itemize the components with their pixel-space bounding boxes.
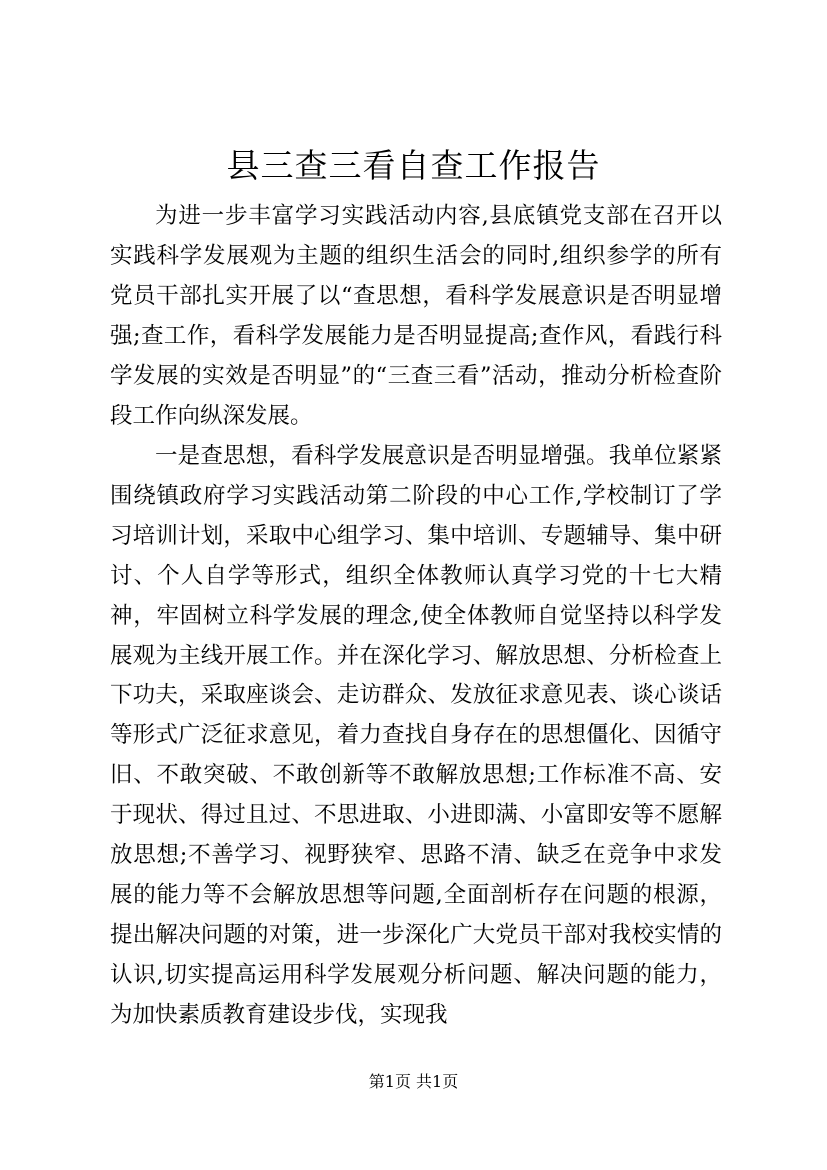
page-number-footer: 第1页 共1页 (368, 1072, 459, 1091)
body-paragraph-1: 为进一步丰富学习实践活动内容,县底镇党支部在召开以实践科学发展观为主题的组织生活会的同时,组织参学的所有党员干部扎实开展了以“查思想，看科学发展意识是否明显增强;查工作，看科学发展能力是否明显提高;查作风，看践行科学发展的实效是否明显”的“三查三看”活动，推动分析检查阶段工作向纵深发展。 (110, 203, 722, 429)
document-title: 县三查三看自查工作报告 (226, 146, 601, 185)
body-paragraph-2: 一是查思想，看科学发展意识是否明显增强。我单位紧紧围绕镇政府学习实践活动第二阶段的中心工作,学校制订了学习培训计划，采取中心组学习、集中培训、专题辅导、集中研讨、个人自学等形式，组织全体教师认真学习党的十七大精神，牢固树立科学发展的理念,使全体教师自觉坚持以科学发展观为主线开展工作。并在深化学习、解放思想、分析检查上下功夫，采取座谈会、走访群众、发放征求意见表、谈心谈话等形式广泛征求意见，着力查找自身存在的思想僵化、因循守旧、不敢突破、不敢创新等不敢解放思想;工作标准不高、安于现状、得过且过、不思进取、小进即满、小富即安等不愿解放思想;不善学习、视野狭窄、思路不清、缺乏在竞争中求发展的能力等不会解放思想等问题,全面剖析存在问题的根源，提出解决问题的对策，进一步深化广大党员干部对我校实情的认识,切实提高运用科学发展观分析问题、解决问题的能力，为加快素质教育建设步伐，实现我 (110, 443, 722, 1028)
